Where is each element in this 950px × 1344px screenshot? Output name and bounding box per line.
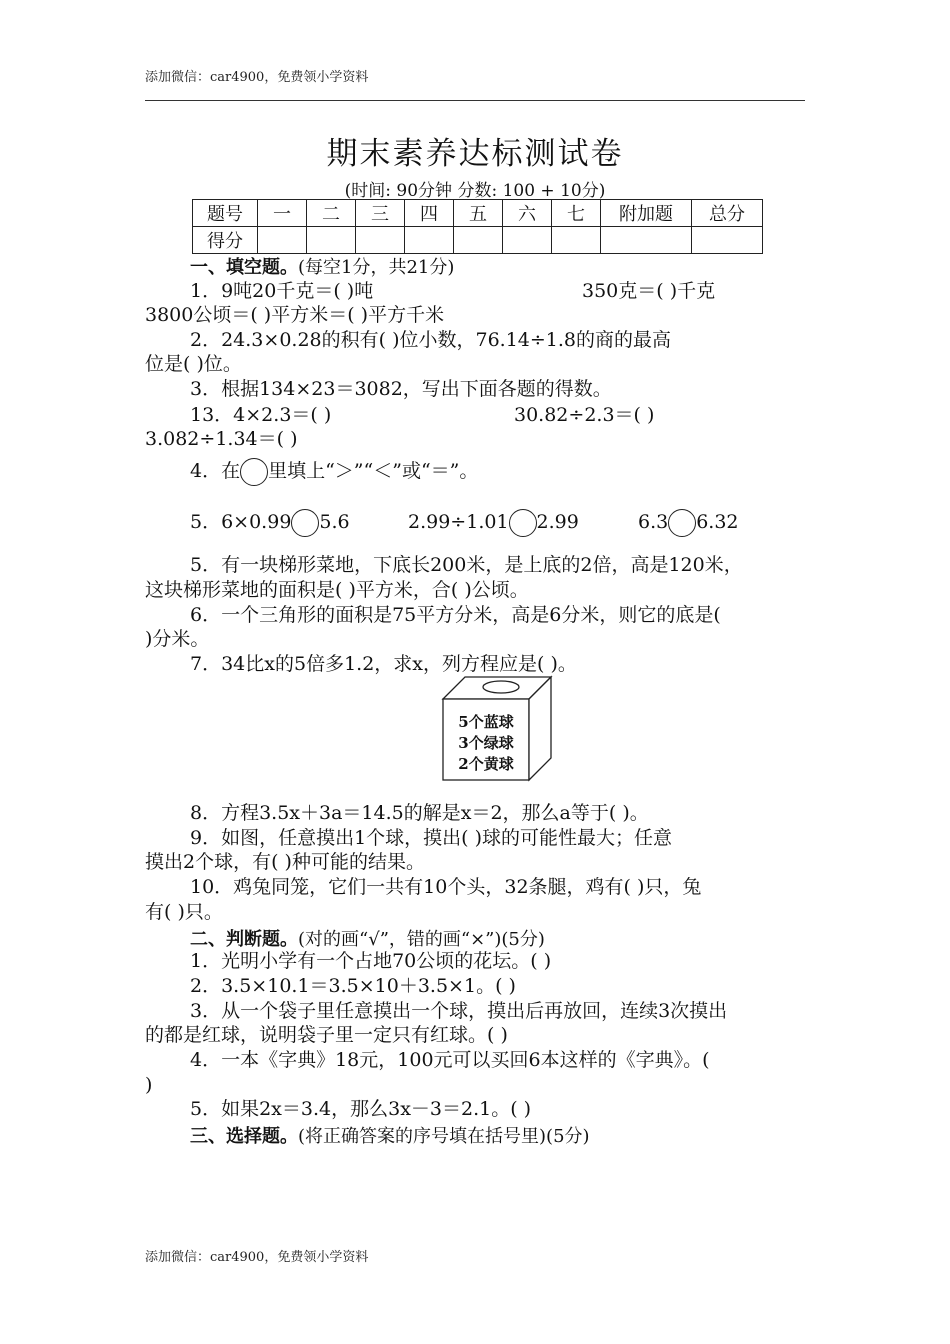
question-9b: 摸出2个球，有( )种可能的结果。: [145, 851, 425, 873]
question-10b: 有( )只。: [145, 901, 223, 923]
table-cell: 得分: [193, 227, 258, 254]
compare-right: 5.6: [319, 511, 350, 533]
table-cell: 五: [454, 200, 503, 227]
question-3: 3．根据134×23＝3082，写出下面各题的得数。: [190, 378, 612, 400]
ball-box-figure: [441, 675, 553, 782]
score-table: [192, 199, 763, 254]
section-3-title: 三、选择题。: [190, 1126, 298, 1147]
section-2-note: (对的画“√”，错的画“×”)(5分): [298, 929, 545, 950]
answer-circle-icon: [240, 458, 268, 486]
compare-right: 2.99: [536, 511, 579, 533]
page-title: 期末素养达标测试卷: [326, 136, 624, 172]
question-1a: 1．9吨20千克＝( )吨: [190, 280, 374, 302]
table-cell: 题号: [193, 200, 258, 227]
judge-question-2: 2．3.5×10.1＝3.5×10＋3.5×1。( ): [190, 975, 516, 997]
section-1-title: 一、填空题。: [190, 257, 298, 278]
compare-circle-input[interactable]: [668, 509, 696, 537]
question-3a: 13．4×2.3＝( ): [190, 404, 332, 426]
page-footer: 添加微信：car4900，免费领小学资料: [145, 1250, 369, 1265]
question-3b: 30.82÷2.3＝( ): [514, 404, 655, 426]
question-6a: 6．一个三角形的面积是75平方分米，高是6分米，则它的底是(: [190, 604, 721, 626]
score-entry-cell[interactable]: [405, 227, 454, 254]
table-cell: 二: [307, 200, 356, 227]
section-1-heading: [190, 253, 454, 279]
question-4-prefix: 4．在: [190, 460, 241, 482]
question-4b: [408, 509, 579, 537]
section-1-note: (每空1分，共21分): [298, 257, 455, 278]
score-entry-cell[interactable]: [307, 227, 356, 254]
score-entry-cell[interactable]: [601, 227, 692, 254]
box-line-yellow: 2个黄球: [458, 755, 514, 773]
score-entry-cell[interactable]: [503, 227, 552, 254]
table-cell: 七: [552, 200, 601, 227]
question-1c: 3800公顷＝( )平方米＝( )平方千米: [145, 304, 445, 326]
score-entry-cell[interactable]: [356, 227, 405, 254]
compare-left: 2.99÷1.01: [408, 511, 509, 533]
judge-question-4a: 4．一本《字典》18元，100元可以买回6本这样的《字典》。(: [190, 1049, 710, 1071]
header-divider: [145, 100, 805, 101]
compare-circle-input[interactable]: [509, 509, 537, 537]
question-6b: )分米。: [145, 628, 210, 650]
question-5a: 5．有一块梯形菜地，下底长200米，是上底的2倍，高是120米，: [190, 554, 743, 576]
score-entry-cell[interactable]: [692, 227, 763, 254]
question-10a: 10．鸡兔同笼，它们一共有10个头，32条腿，鸡有( )只，兔: [190, 876, 702, 898]
judge-question-3a: 3．从一个袋子里任意摸出一个球，摸出后再放回，连续3次摸出: [190, 1000, 728, 1022]
table-cell: 三: [356, 200, 405, 227]
score-entry-cell[interactable]: [258, 227, 307, 254]
question-5b: 这块梯形菜地的面积是( )平方米，合( )公顷。: [145, 579, 529, 601]
table-cell: 一: [258, 200, 307, 227]
box-label: [443, 712, 529, 775]
score-table-score-row: [193, 227, 763, 254]
question-2a: 2．24.3×0.28的积有( )位小数，76.14÷1.8的商的最高: [190, 329, 672, 351]
judge-question-3b: 的都是红球，说明袋子里一定只有红球。( ): [145, 1024, 508, 1046]
compare-right: 6.32: [696, 511, 739, 533]
page-header: 添加微信：car4900，免费领小学资料: [145, 70, 369, 85]
section-2-heading: [190, 925, 545, 951]
question-8: 8．方程3.5x＋3a＝14.5的解是x＝2，那么a等于( )。: [190, 802, 649, 824]
judge-question-1: 1．光明小学有一个占地70公顷的花坛。( ): [190, 950, 552, 972]
question-9a: 9．如图，任意摸出1个球，摸出( )球的可能性最大；任意: [190, 827, 673, 849]
box-line-green: 3个绿球: [458, 734, 514, 752]
question-3c: 3.082÷1.34＝( ): [145, 428, 298, 450]
question-4c: [638, 509, 739, 537]
compare-circle-input[interactable]: [291, 509, 319, 537]
section-2-title: 二、判断题。: [190, 929, 298, 950]
table-cell: 总分: [692, 200, 763, 227]
judge-question-4b: ): [145, 1074, 153, 1096]
compare-left: 6.3: [638, 511, 669, 533]
table-cell: 附加题: [601, 200, 692, 227]
box-line-blue: 5个蓝球: [458, 713, 514, 731]
question-4: [190, 458, 478, 486]
table-cell: 四: [405, 200, 454, 227]
section-3-note: (将正确答案的序号填在括号里)(5分): [298, 1126, 590, 1147]
score-table-header-row: [193, 200, 763, 227]
judge-question-5: 5．如果2x＝3.4，那么3x－3＝2.1。( ): [190, 1098, 532, 1120]
question-4a: [190, 509, 350, 537]
question-2b: 位是( )位。: [145, 353, 242, 375]
question-4-suffix: 里填上“＞”“＜”或“＝”。: [268, 460, 479, 482]
question-7: 7．34比x的5倍多1.2，求x，列方程应是( )。: [190, 653, 577, 675]
score-entry-cell[interactable]: [552, 227, 601, 254]
question-1b: 350克＝( )千克: [582, 280, 716, 302]
compare-left: 5．6×0.99: [190, 511, 292, 533]
score-entry-cell[interactable]: [454, 227, 503, 254]
table-cell: 六: [503, 200, 552, 227]
exam-info: (时间: 90分钟 分数: 100 + 10分): [344, 181, 606, 201]
section-3-heading: [190, 1122, 590, 1148]
